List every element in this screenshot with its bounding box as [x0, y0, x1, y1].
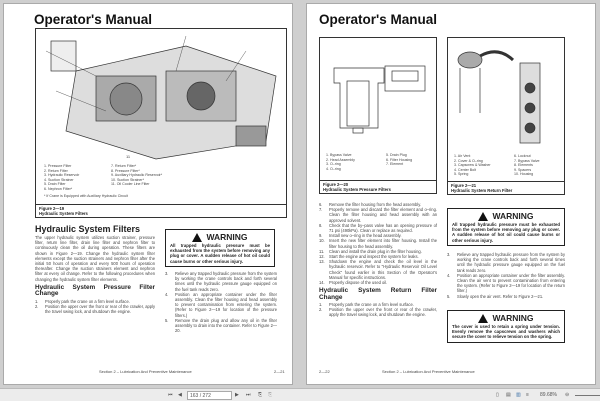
left-column: 6. Remove the filter housing from the head assembly. 7. Properly remove and discard the filter element and o–ring. Clean the filter housing and head assembly with an approved solvent. 8. Check that the by–pass valve has an opening pressure of 71 psi (490kPa). Clean or replace as required. 9. Install new o–ring in the head assembly. 10. Insert the new filter element into filter housing. Install the filter housing to the head assembly. 11. Clean and install the drain plug in the filter housing. 12. Start the engine and inspect the system for leaks. 13. Shutdown the engine and check the oil level in the hydraulic reservoir. Refer to "Hydraulic Reservoir Oil Level Check" found earlier in this Section of the Operator's Manual for specific instructions. 14. Properly dispose of the used oil. Hydraulic System Return Filter Change 1. Properly park the crane on a firm level surface. 2. Position the upper over the front or rear of the crawler, apply the travel swing lock, and shutdown the engine. [319, 202, 437, 318]
single-page-view-icon[interactable]: ▯ [496, 392, 499, 398]
pressure-filter-illustration [320, 38, 436, 138]
subheading: Hydraulic System Return Filter Change [319, 287, 437, 301]
warning-box: WARNING The cover is used to retain a spring under tension. Evenly remove the capscrews and washers which secure the cover to relieve tension on the spring. [447, 310, 565, 343]
last-page-button[interactable]: ⏭ [246, 392, 251, 398]
right-column: 3. Relieve any trapped hydraulic pressure from the system by working the crane controls back and forth several times until the hydraulic pressure gauge equipped on the fuel tank reads zero. 4. Position an appropriate container under the filter assembly. Clean the filter housing and head assembly to prevent contamination from entering the system. (Refer to Figure 2—19 for location of the pressure filters.) 5. Remove the drain plug and allow any oil in the filter assembly to drain into the container. Refer to Figure 2—20. [165, 271, 277, 334]
left-page: Operator's Manual 11 1. Pressure Filter 2. Return Filter 3. Hydraulic Reservoir 4. Suction Strainer 5. Drain Filter 6. Nephron Filter* 7. Return Filter* 8. Pressure Filter* 9. Auxiliary Hydraulic Reservoir* 10. Suction Strainer* 11. Oil Cooler Line Filter * If Crane is Equipped with Auxiliary Hydraulic Circuit Figure 2—19 Hydraulic System Filters Hydraulic System Filters The upper hydraulic system utilizes suction strainer, pressure filter, return line filter, drain line filter and nephron filter to continuously clean the oil during operation. These filters are shown in Figure 2—19. Change the hydraulic system filter elements except the suction strainers and nephron filter after the initial 50 hours of operation and every 500 hours of operation thereafter. Change the suction strainers element and nephron filter at every oil change. Refer to the following procedures when changing the hydraulic system filter elements. Hydraulic System Pressure Filter Change 1. Properly park the crane on a firm level surface. 2. Position the upper over the front or rear of the crawler, apply the travel swing lock, and shutdown the engine. WARNING All trapped hydraulic pressure must be exhausted from the system before removing any plug or cover. A sudden release of hot oil could cause burns or other serious injury. 3. Relieve any trapped hydraulic pressure from the system by working the crane controls back and forth several times until the hydraulic pressure gauge equipped on the fuel tank reads zero. 4. Position an appropriate container under the filter assembly. Clean the filter housing and head assembly to prevent contamination from entering the system. (Refer to Figure 2—19 for location of the pressure filters.) 5. Remove the drain plug and allow any oil in the filter assembly to drain into the container. Refer to Figure 2—20. Section 2 – Lubrication And Preventive Maintenance 2—21 [3, 3, 293, 385]
figure-2-20: 1. Bypass Valve 2. Head Assembly 3. O–ring 4. O–ring 5. Drain Plug 6. Filter Housing 7. Element Figure 2—20 Hydraulic System Pressure Filters [319, 37, 437, 194]
return-filter-illustration [448, 38, 564, 146]
continuous-view-icon[interactable]: ▤ [506, 392, 511, 398]
zoom-out-button[interactable]: ⊖ [565, 392, 570, 398]
subheading: Hydraulic System Pressure Filter Change [35, 283, 155, 298]
previous-page-button[interactable]: ◀ [178, 392, 182, 398]
rotate-icon[interactable]: ⎘ [258, 392, 263, 398]
figure-2-19: 11 1. Pressure Filter 2. Return Filter 3. Hydraulic Reservoir 4. Suction Strainer 5. Drain Filter 6. Nephron Filter* 7. Return Filter* 8. Pressure Filter* 9. Auxiliary Hydraulic Reservoir* 10. Suction Strainer* 11. Oil Cooler Line Filter * If Crane is Equipped with Auxiliary Hydraulic Circuit Figure 2—19 Hydraulic System Filters [35, 28, 287, 218]
page-title: Operator's Manual [319, 12, 437, 27]
warning-icon [192, 233, 202, 242]
zoom-level[interactable]: 89.68% [540, 392, 557, 398]
right-column: 3. Relieve any trapped hydraulic pressure from the system by working the crane controls back and forth several times until the hydraulic pressure gauge equipped on the fuel tank reads zero. 4. Position an appropriate container under the filter assembly. Clean the air vent to prevent contamination from entering the system. (Refer to Figure 2—19 for location of the return filter.) 5. Slowly open the air vent. Refer to Figure 2—21. [447, 252, 565, 299]
two-page-view-icon[interactable]: ▥ [516, 392, 521, 398]
warning-icon [478, 314, 488, 323]
figure-caption: Figure 2—19 Hydraulic System Filters [36, 204, 286, 217]
viewer-toolbar [0, 388, 600, 401]
scroll-view-icon[interactable]: ≡ [526, 392, 529, 398]
right-page: Operator's Manual 1. Bypass Valve 2. Head Assembly 3. O–ring 4. O–ring 5. Drain Plug 6. Filter Housing 7. Element Figure 2—20 Hydraulic System Pressure Filters 1. Air Vent 2. Cover & O–ring 3. Capscrew & Washer 4. Center Bolt 5. Spring 6. Locknut 7. Bypass Valve 8. Elements 9. Spacers 10. Housing Figure 2—21 Hydraulic System Return Filter 6. Remove the filter housing from the head assembly. 7. Properly remove and discard the filter element and o–ring. Clean the filter housing and head assembly with an approved solvent. 8. Check that the by–pass valve has an opening pressure of 71 psi (490kPa). Clean or replace as required. 9. Install new o–ring in the head assembly. 10. Insert the new filter element into filter housing. Install the filter housing to the head assembly. 11. Clean and install the drain plug in the filter housing. 12. Start the engine and inspect the system for leaks. 13. Shutdown the engine and check the oil level in the hydraulic reservoir. Refer to "Hydraulic Reservoir Oil Level Check" found earlier in this Section of the Operator's Manual for specific instructions. 14. Properly dispose of the used oil. Hydraulic System Return Filter Change 1. Properly park the crane on a firm level surface. 2. Position the upper over the front or rear of the crawler, apply the travel swing lock, and shutdown the engine. WARNING All trapped hydraulic pressure must be exhausted from the system before removing any plug or cover. A sudden release of hot oil could cause burns or other serious injury. 3. Relieve any trapped hydraulic pressure from the system by working the crane controls back and forth several times until the hydraulic pressure gauge equipped on the fuel tank reads zero. 4. Position an appropriate container under the filter assembly. Clean the air vent to prevent contamination from entering the system. (Refer to Figure 2—19 for location of the return filter.) 5. Slowly open the air vent. Refer to Figure 2—21. WARNING The cover is used to retain a spring under tension. Evenly remove the capscrews and washers which secure the cover to relieve tension on the spring. 2—22 Section 2 – Lubrication And Preventive Maintenance [306, 3, 596, 385]
first-page-button[interactable]: ⏮ [168, 392, 173, 398]
warning-icon [478, 212, 488, 221]
hydraulic-system-illustration [36, 31, 286, 161]
warning-box: WARNING All trapped hydraulic pressure must be exhausted from the system before removing any plug or cover. A sudden release of hot oil could cause burns or other serious injury. [165, 229, 275, 267]
figure-legend: 7. Return Filter* 8. Pressure Filter* 9. Auxiliary Hydraulic Reservoir* 10. Suction Strainer* 11. Oil Cooler Line Filter [111, 164, 163, 187]
section-heading: Hydraulic System Filters [35, 224, 141, 234]
zoom-slider[interactable] [575, 395, 600, 396]
next-page-button[interactable]: ▶ [235, 392, 239, 398]
page-number-input[interactable]: 163 / 272 [187, 391, 232, 400]
copy-icon[interactable]: ⎘ [268, 392, 273, 398]
page-title: Operator's Manual [34, 12, 152, 27]
figure-2-21: 1. Air Vent 2. Cover & O–ring 3. Capscrew & Washer 4. Center Bolt 5. Spring 6. Locknut 7. Bypass Valve 8. Elements 9. Spacers 10. Housing Figure 2—21 Hydraulic System Return Filter [447, 37, 565, 195]
figure-legend: 1. Pressure Filter 2. Return Filter 3. Hydraulic Reservoir 4. Suction Strainer 5. Drain Filter 6. Nephron Filter* [44, 164, 80, 191]
left-column: Hydraulic System Filters The upper hydraulic system utilizes suction strainer, pressure filter, return line filter, drain line filter and nephron filter to continuously clean the oil during operation. These filters are shown in Figure 2—19. Change the hydraulic system filter elements except the suction strainers and nephron filter after the initial 50 hours of operation and every 500 hours of operation thereafter. Change the suction strainers element and nephron filter at every oil change. Refer to the following procedures when changing the hydraulic system filter elements. Hydraulic System Pressure Filter Change 1. Properly park the crane on a firm level surface. 2. Position the upper over the front or rear of the crawler, apply the travel swing lock, and shutdown the engine. [35, 224, 155, 315]
warning-box: WARNING All trapped hydraulic pressure must be exhausted from the system before removing any plug or cover. A sudden release of hot oil could cause burns or other serious injury. [447, 208, 565, 246]
